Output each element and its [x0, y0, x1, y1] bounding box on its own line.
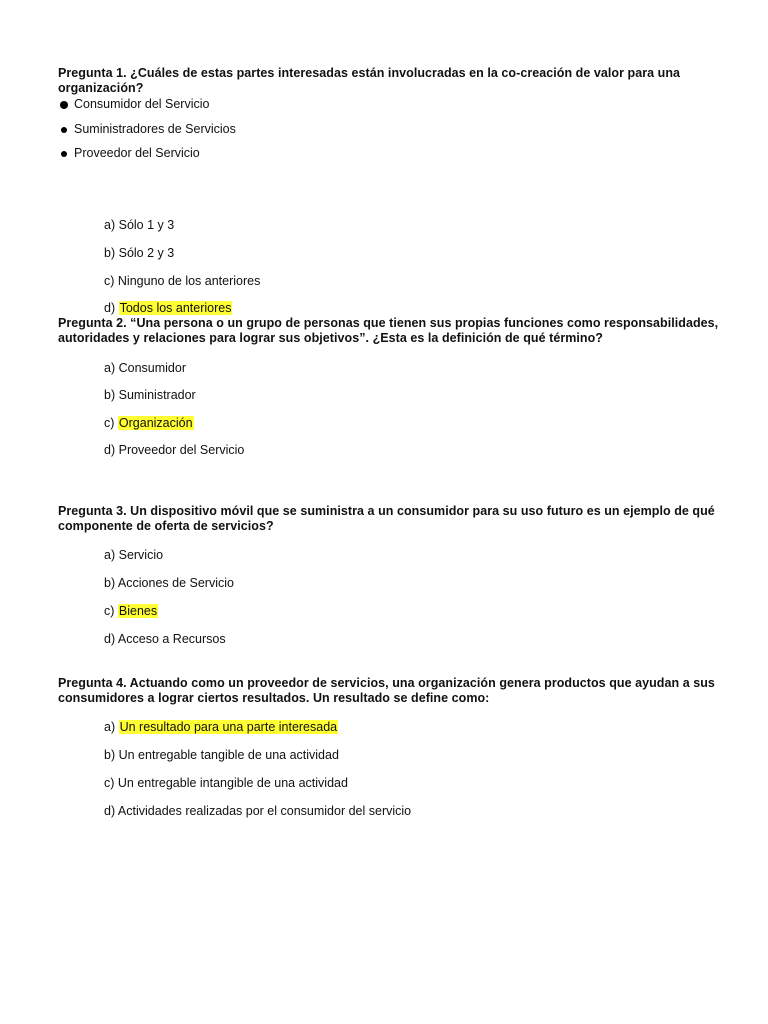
option-letter: c) — [104, 416, 115, 430]
option-text: Un entregable tangible de una actividad — [118, 748, 339, 762]
question-2 — [58, 316, 764, 457]
option-text: Acceso a Recursos — [117, 632, 226, 646]
option-a — [104, 548, 163, 563]
bullet-text: Proveedor del Servicio — [74, 146, 200, 160]
option-text: Ninguno de los anteriores — [117, 274, 261, 288]
option-d — [104, 804, 411, 819]
option-letter: b) — [104, 748, 116, 762]
option-letter: d) — [104, 301, 116, 315]
option-text: Consumidor — [118, 361, 186, 375]
option-letter: d) — [104, 443, 116, 457]
question-2-heading: Pregunta 2. “Una persona o un grupo de personas que tienen sus propias funciones como responsabilidades, autoridades y relaciones para lograr sus objetivos”. ¿Esta es la definición de qué término? — [58, 316, 719, 345]
option-text: Sólo 1 y 3 — [118, 218, 175, 232]
option-text-highlighted: Un resultado para una parte interesada — [119, 720, 338, 734]
option-letter: b) — [104, 576, 116, 590]
option-b — [104, 388, 196, 403]
option-text-highlighted: Todos los anteriores — [119, 301, 232, 315]
bullet-item — [58, 146, 200, 161]
option-letter: b) — [104, 388, 116, 402]
option-letter: b) — [104, 246, 116, 260]
option-c — [104, 274, 260, 289]
option-c — [104, 776, 348, 791]
option-text: Servicio — [118, 548, 164, 562]
option-letter: a) — [104, 548, 116, 562]
option-letter: a) — [104, 720, 116, 734]
option-letter: c) — [104, 604, 115, 618]
option-c — [104, 604, 158, 619]
option-letter: a) — [104, 361, 116, 375]
bullet-dot-icon — [61, 151, 67, 157]
option-a — [104, 218, 174, 233]
option-text: Un entregable intangible de una actividad — [117, 776, 348, 790]
question-1-heading: Pregunta 1. ¿Cuáles de estas partes interesadas están involucradas en la co-creación de valor para una organización? — [58, 66, 681, 95]
option-d — [104, 443, 244, 458]
bullet-dot-icon — [61, 127, 67, 133]
option-letter: a) — [104, 218, 116, 232]
option-letter: d) — [104, 804, 116, 818]
bullet-text: Suministradores de Servicios — [74, 122, 236, 136]
option-letter: d) — [104, 632, 116, 646]
bullet-item — [58, 97, 209, 112]
option-letter: c) — [104, 274, 115, 288]
bullet-dot-icon — [60, 101, 68, 109]
option-text: Sólo 2 y 3 — [118, 246, 175, 260]
option-text-highlighted: Organización — [118, 416, 193, 430]
bullet-item — [58, 122, 236, 137]
option-a — [104, 361, 186, 376]
option-c — [104, 416, 194, 431]
option-b — [104, 246, 174, 261]
option-a — [104, 720, 338, 735]
question-4-heading: Pregunta 4. Actuando como un proveedor de servicios, una organización genera productos que ayudan a sus consumidores a lograr ciertos resultados. Un resultado se define como: — [58, 676, 715, 705]
question-3 — [58, 504, 764, 646]
option-text: Proveedor del Servicio — [118, 443, 245, 457]
bullet-text: Consumidor del Servicio — [74, 97, 210, 111]
option-text-highlighted: Bienes — [118, 604, 158, 618]
option-letter: c) — [104, 776, 115, 790]
option-b — [104, 576, 234, 591]
option-b — [104, 748, 339, 763]
question-4 — [58, 676, 764, 818]
option-d — [104, 632, 226, 647]
question-3-heading: Pregunta 3. Un dispositivo móvil que se suministra a un consumidor para su uso futuro es un ejemplo de qué componente de oferta de servicios? — [58, 504, 715, 533]
option-text: Suministrador — [118, 388, 196, 402]
question-1 — [58, 66, 764, 315]
option-d — [104, 301, 232, 316]
option-text: Acciones de Servicio — [117, 576, 234, 590]
option-text: Actividades realizadas por el consumidor del servicio — [117, 804, 412, 818]
